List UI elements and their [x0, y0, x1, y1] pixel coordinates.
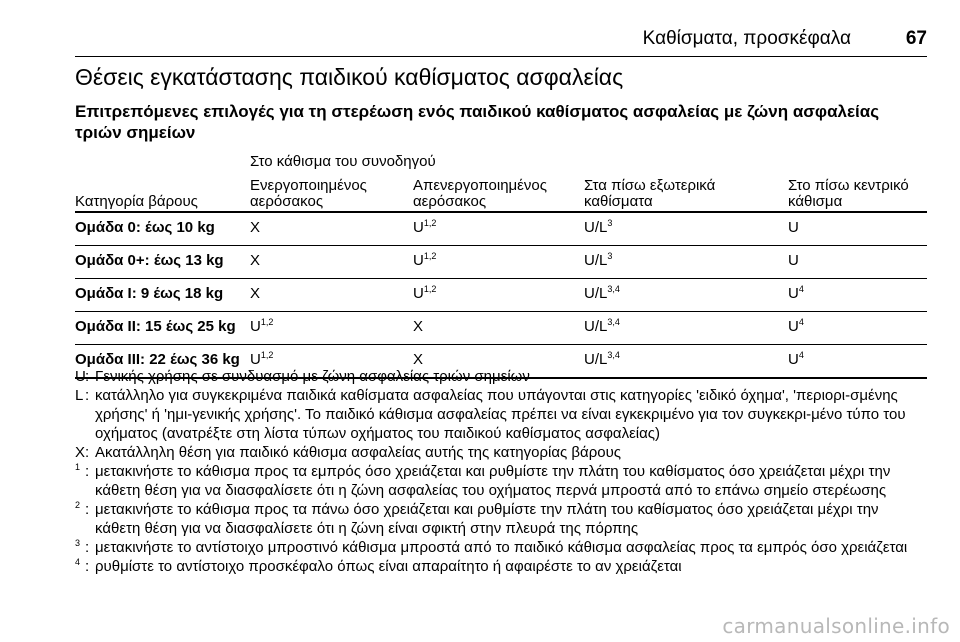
legend-text: Γενικής χρήσης σε συνδυασμό με ζώνη ασφαλείας τριών σημείων: [95, 368, 530, 385]
table-cell: [788, 285, 804, 302]
column-header-weight-class: Κατηγορία βάρους: [75, 193, 198, 210]
table-cell: [250, 351, 273, 368]
legend-item: [75, 367, 927, 386]
row-label: Ομάδα III: 22 έως 36 kg: [75, 351, 240, 368]
row-label: Ομάδα 0: έως 10 kg: [75, 219, 215, 236]
cell-value: U: [788, 318, 799, 335]
table-row: [75, 279, 927, 311]
legend-text: μετακινήστε το κάθισμα προς τα εμπρός όσο χρειάζεται και ρυθμίστε την πλάτη του καθίσματος όσο χρειάζεται μέχρι την κάθετη θέση για να διασφαλίσετε ότι η ζώνη ασφαλείας του οχήματος περνά μπροστά από το επάνω σημείο στερέωσης: [95, 463, 891, 499]
legend-separator: :: [85, 444, 90, 461]
table-cell: [250, 318, 273, 335]
column-header-rear-outer-seats: Στα πίσω εξωτερικά καθίσματα: [584, 177, 716, 210]
cell-footnote-ref: 4: [798, 317, 804, 327]
legend-item: [75, 557, 927, 576]
section-name: Καθίσματα, προσκέφαλα: [642, 28, 851, 49]
legend-separator: :: [85, 463, 90, 480]
manual-page: [75, 0, 927, 642]
legend-item: [75, 462, 927, 500]
cell-value: X: [413, 351, 424, 368]
table-cell: [413, 318, 423, 335]
table-cell: [413, 285, 436, 302]
legend-text: κατάλληλο για συγκεκριμένα παιδικά καθίσματα ασφαλείας που υπάγονται στις κατηγορίες 'ειδικό όχημα', 'περιορι-σμένης χρήσης' ή 'ημι-γενικής χρήσης'. Το παιδικό κάθισμα ασφαλείας πρέπει να είναι εγκεκριμένο για τον συγκεκρι-μένο τύπο του οχήματος (ανατρέξτε στη λίστα τύπων οχήματος του παιδικού καθίσματος ασφαλείας): [95, 387, 906, 442]
cell-footnote-ref: 3,4: [607, 284, 620, 294]
watermark: carmanualsonline.info: [722, 614, 950, 638]
table-cell: [413, 351, 423, 368]
row-label: Ομάδα II: 15 έως 25 kg: [75, 318, 236, 335]
cell-value: U/L: [584, 252, 608, 269]
cell-value: U: [413, 219, 424, 236]
table-cell: [584, 252, 612, 269]
legend-key: 2: [75, 500, 81, 510]
table-cell: [250, 285, 260, 302]
cell-value: X: [250, 219, 261, 236]
cell-value: X: [250, 285, 261, 302]
column-header-airbag-off: Απενεργοποιημένος αερόσακος: [413, 177, 547, 210]
legend-text: μετακινήστε το αντίστοιχο μπροστινό κάθισμα μπροστά από το παιδικό κάθισμα ασφαλείας προς τα εμπρός όσο χρειάζεται: [95, 539, 908, 556]
cell-footnote-ref: 1,2: [423, 218, 437, 228]
legend-separator: :: [85, 387, 90, 404]
cell-footnote-ref: 1,2: [423, 284, 437, 294]
legend-key: U: [75, 368, 86, 385]
legend-separator: :: [85, 501, 90, 518]
table-row: [75, 213, 927, 245]
legend-separator: :: [85, 368, 90, 385]
table-cell: [788, 351, 804, 368]
page-number: 67: [905, 28, 927, 49]
table-cell: [788, 219, 799, 236]
cell-footnote-ref: 4: [798, 350, 804, 360]
table-cell: [788, 318, 804, 335]
legend-separator: :: [85, 558, 90, 575]
legend-item: [75, 500, 927, 538]
cell-value: U: [788, 252, 799, 269]
table-cell: [788, 252, 799, 269]
table-row: [75, 312, 927, 344]
cell-value: U: [788, 351, 799, 368]
cell-value: U: [788, 285, 799, 302]
row-label: Ομάδα I: 9 έως 18 kg: [75, 285, 224, 302]
table-row: [75, 246, 927, 278]
legend-key: X: [75, 444, 86, 461]
running-header: [75, 16, 927, 57]
cell-footnote-ref: 4: [798, 284, 804, 294]
table-cell: [413, 252, 436, 269]
page-title: Θέσεις εγκατάστασης παιδικού καθίσματος ασφαλείας: [75, 64, 624, 90]
table-cell: [413, 219, 436, 236]
cell-footnote-ref: 3: [607, 218, 613, 228]
legend-key: L: [75, 387, 84, 404]
group-header-passenger-seat: Στο κάθισμα του συνοδηγού: [250, 153, 436, 170]
legend-item: [75, 386, 927, 443]
cell-value: U/L: [584, 318, 608, 335]
legend-item: [75, 443, 927, 462]
legend-item: [75, 538, 927, 557]
legend-key: 4: [75, 557, 81, 567]
legend: [75, 367, 927, 576]
cell-value: U: [250, 351, 261, 368]
cell-value: U: [250, 318, 261, 335]
cell-value: U: [413, 252, 424, 269]
table-cell: [250, 219, 260, 236]
cell-value: X: [413, 318, 424, 335]
cell-footnote-ref: 3: [607, 251, 613, 261]
cell-footnote-ref: 1,2: [260, 350, 274, 360]
cell-footnote-ref: 1,2: [423, 251, 437, 261]
legend-key: 3: [75, 538, 81, 548]
table-cell: [584, 351, 620, 368]
cell-value: X: [250, 252, 261, 269]
cell-value: U: [413, 285, 424, 302]
cell-value: U/L: [584, 285, 608, 302]
table-caption: Επιτρεπόμενες επιλογές για τη στερέωση ενός παιδικού καθίσματος ασφαλείας με ζώνη ασφαλείας τριών σημείων: [75, 102, 880, 142]
cell-value: U/L: [584, 351, 608, 368]
cell-value: U: [788, 219, 799, 236]
legend-text: μετακινήστε το κάθισμα προς τα πάνω όσο χρειάζεται και ρυθμίστε την πλάτη του καθίσματος όσο χρειάζεται μέχρι την κάθετη θέση για να διασφαλίσετε ότι η ζώνη είναι σφικτή στην πλευρά της πόρπης: [95, 501, 879, 537]
cell-footnote-ref: 3,4: [607, 317, 620, 327]
legend-key: 1: [75, 462, 81, 472]
table-cell: [584, 285, 620, 302]
row-label: Ομάδα 0+: έως 13 kg: [75, 252, 224, 269]
legend-separator: :: [85, 539, 90, 556]
table-cell: [250, 252, 260, 269]
column-header-airbag-on: Ενεργοποιημένος αερόσακος: [250, 177, 367, 210]
legend-text: Ακατάλληλη θέση για παιδικό κάθισμα ασφαλείας αυτής της κατηγορίας βάρους: [95, 444, 622, 461]
table-cell: [584, 318, 620, 335]
cell-footnote-ref: 3,4: [607, 350, 620, 360]
cell-footnote-ref: 1,2: [260, 317, 274, 327]
cell-value: U/L: [584, 219, 608, 236]
column-header-rear-center-seat: Στο πίσω κεντρικό κάθισμα: [788, 177, 909, 210]
table-cell: [584, 219, 612, 236]
legend-text: ρυθμίστε το αντίστοιχο προσκέφαλο όπως είναι απαραίτητο ή αφαιρέστε το αν χρειάζεται: [95, 558, 682, 575]
